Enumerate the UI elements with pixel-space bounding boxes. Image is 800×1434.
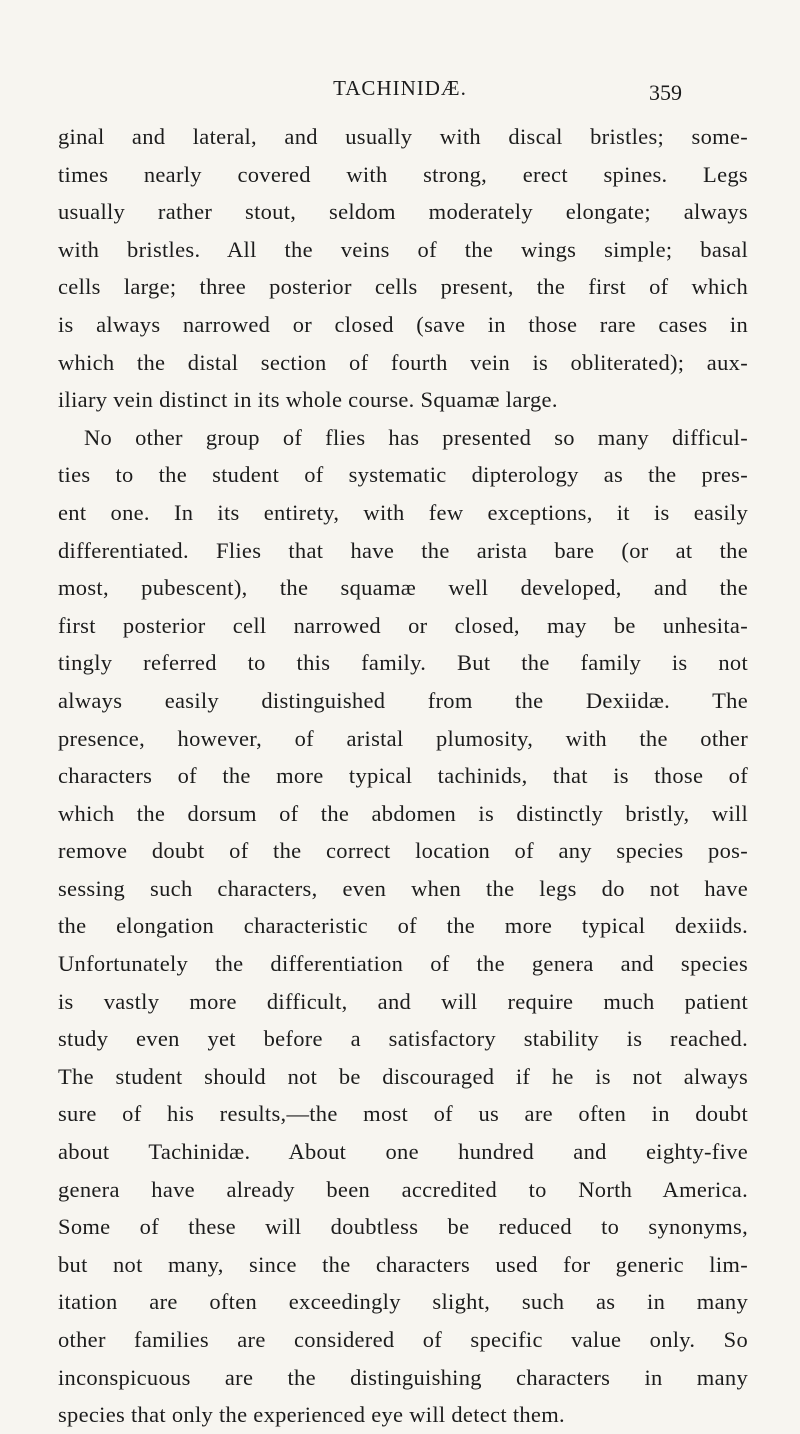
text-line: the elongation characteristic of the more typical dexiids. [58, 913, 748, 939]
text-line: Some of these will doubtless be reduced to synonyms, [58, 1214, 748, 1240]
text-line: which the dorsum of the abdomen is distinctly bristly, will [58, 800, 748, 826]
text-line: ties to the student of systematic dipterology as the pres- [58, 462, 748, 488]
text-line: cells large; three posterior cells present, the first of which [58, 274, 748, 300]
running-head-title: TACHINIDÆ. [333, 76, 467, 100]
text-line: about Tachinidæ. About one hundred and eighty-five [58, 1139, 748, 1165]
text-line: No other group of flies has presented so many difficul- [84, 424, 748, 450]
text-line: most, pubescent), the squamæ well developed, and the [58, 575, 748, 601]
text-line: itation are often exceedingly slight, such as in many [58, 1289, 748, 1315]
text-line: but not many, since the characters used for generic lim- [58, 1251, 748, 1277]
running-head [0, 76, 800, 108]
text-line: species that only the experienced eye will detect them. [58, 1402, 565, 1428]
text-line: ginal and lateral, and usually with discal bristles; some- [58, 124, 748, 149]
text-line: tingly referred to this family. But the family is not [58, 650, 748, 676]
text-line: sessing such characters, even when the legs do not have [58, 875, 748, 901]
text-line: presence, however, of aristal plumosity, with the other [58, 725, 748, 751]
text-line: times nearly covered with strong, erect spines. Legs [58, 161, 748, 187]
body-text [58, 118, 748, 1434]
text-line: is vastly more difficult, and will require much patient [58, 988, 748, 1014]
text-line: remove doubt of the correct location of any species pos- [58, 838, 748, 864]
text-line: other families are considered of specific value only. So [58, 1327, 748, 1352]
text-line: is always narrowed or closed (save in those rare cases in [58, 311, 748, 337]
text-line: Unfortunately the differentiation of the genera and species [58, 951, 748, 977]
text-line: study even yet before a satisfactory stability is reached. [58, 1026, 748, 1052]
text-line: characters of the more typical tachinids, that is those of [58, 763, 748, 789]
text-line: which the distal section of fourth vein is obliterated); aux- [58, 349, 748, 375]
text-line: ent one. In its entirety, with few exceptions, it is easily [58, 499, 748, 525]
page-number: 359 [649, 80, 682, 105]
text-line: first posterior cell narrowed or closed, may be unhesita- [58, 612, 748, 638]
text-line: with bristles. All the veins of the wings simple; basal [58, 236, 748, 262]
text-line: genera have already been accredited to North America. [58, 1176, 748, 1202]
text-line: inconspicuous are the distinguishing characters in many [58, 1364, 748, 1390]
text-line: iliary vein distinct in its whole course. Squamæ large. [58, 387, 558, 413]
text-line: usually rather stout, seldom moderately elongate; always [58, 199, 748, 225]
text-line: sure of his results,—the most of us are often in doubt [58, 1101, 748, 1127]
text-line: differentiated. Flies that have the arista bare (or at the [58, 537, 748, 563]
text-line: always easily distinguished from the Dexiidæ. The [58, 687, 748, 713]
text-line: The student should not be discouraged if he is not always [58, 1063, 748, 1089]
